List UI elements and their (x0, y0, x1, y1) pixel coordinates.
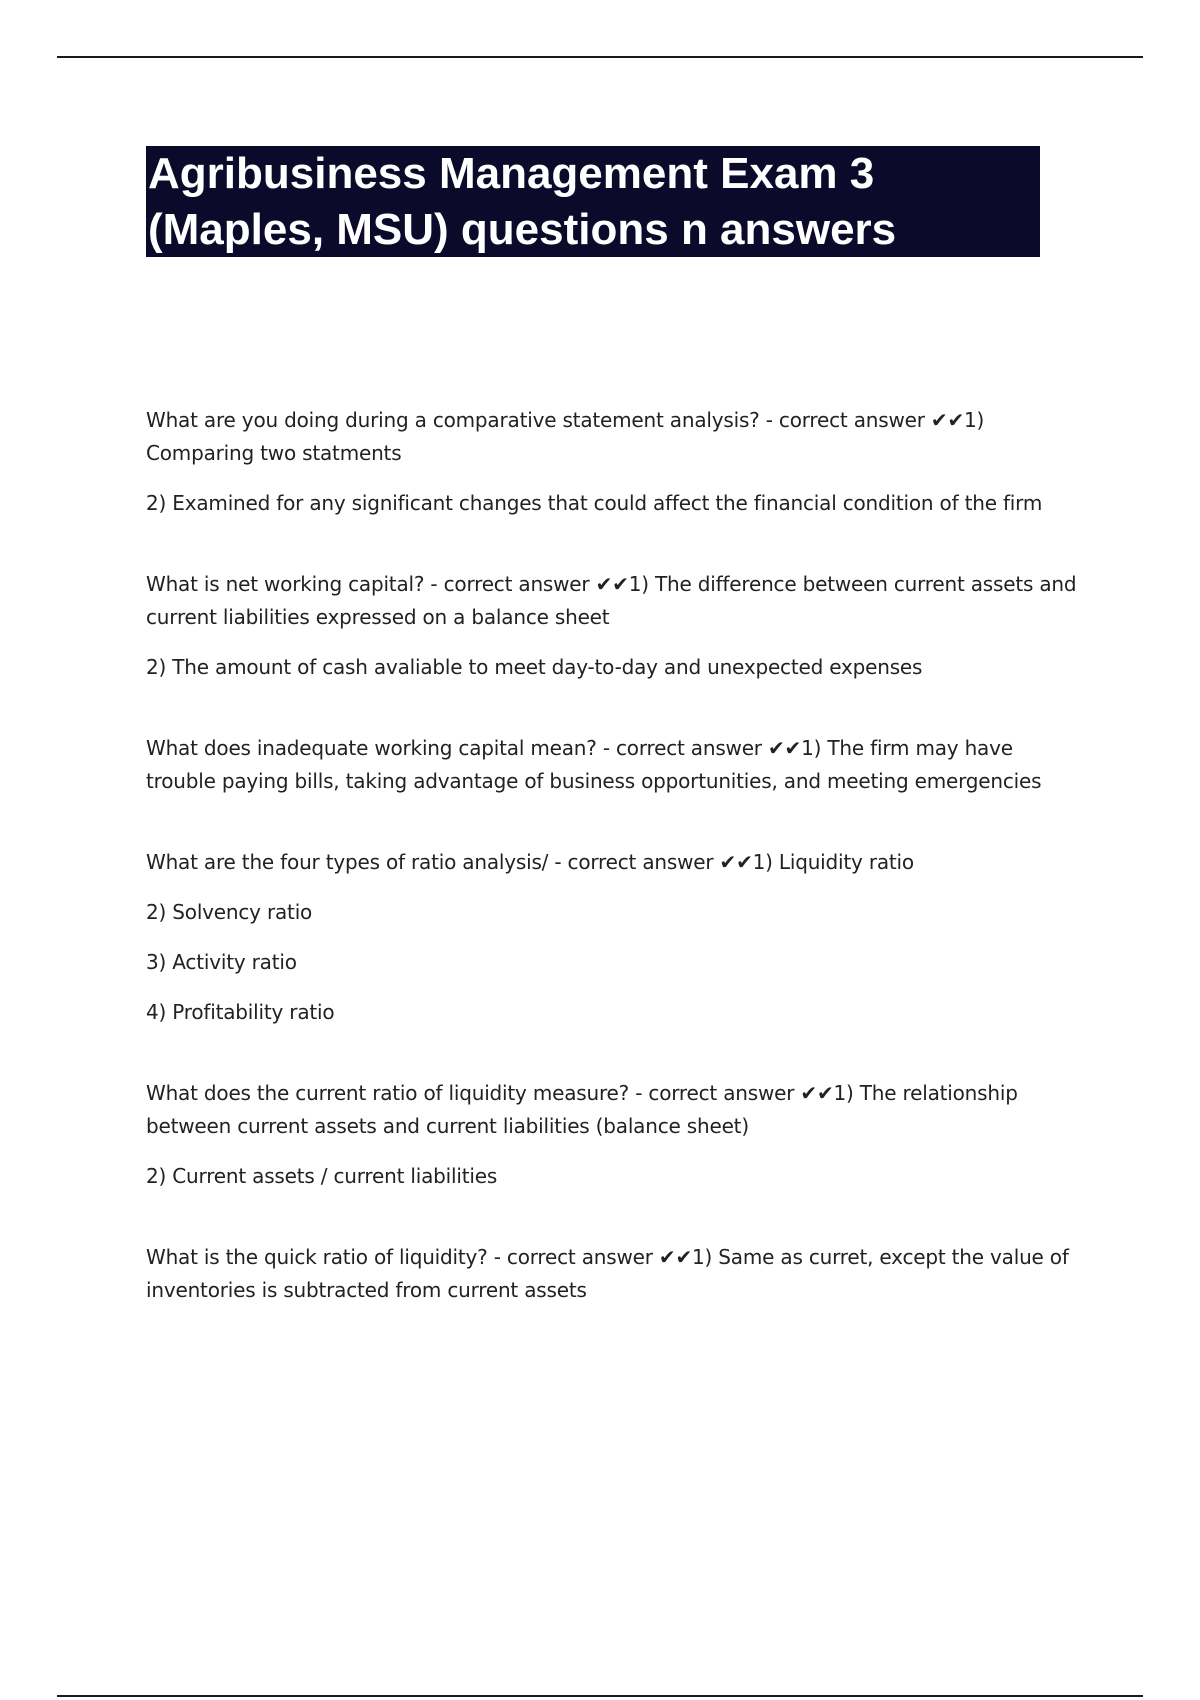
question-text: What are you doing during a comparative statement analysis? - correct answer ✔✔1) Comparing two statments (146, 408, 985, 465)
answer-line: 2) Examined for any significant changes that could affect the financial condition of the firm (146, 491, 1043, 515)
qa-item (146, 404, 1086, 520)
answer-line: 2) Current assets / current liabilities (146, 1164, 498, 1188)
qa-item (146, 846, 1086, 1029)
question-text: What does the current ratio of liquidity measure? - correct answer ✔✔1) The relationship between current assets and current liabilities (balance sheet) (146, 1081, 1018, 1138)
answer-line: 2) Solvency ratio (146, 900, 313, 924)
question-text: What are the four types of ratio analysis/ - correct answer ✔✔1) Liquidity ratio (146, 850, 914, 874)
qa-item (146, 568, 1086, 684)
answer-line: 4) Profitability ratio (146, 1000, 335, 1024)
question-text: What is the quick ratio of liquidity? - correct answer ✔✔1) Same as curret, except the value of inventories is subtracted from current assets (146, 1245, 1069, 1302)
qa-item (146, 1077, 1086, 1193)
title-line-1: Agribusiness Management Exam 3 (148, 149, 875, 198)
qa-list (146, 404, 1086, 1355)
footer-rule (57, 1695, 1143, 1697)
header-rule (57, 56, 1143, 58)
question-text: What does inadequate working capital mean? - correct answer ✔✔1) The firm may have trouble paying bills, taking advantage of business opportunities, and meeting emergencies (146, 736, 1042, 793)
qa-item (146, 732, 1086, 798)
answer-line: 2) The amount of cash avaliable to meet day-to-day and unexpected expenses (146, 655, 923, 679)
document-title (146, 146, 1040, 257)
title-line-2: (Maples, MSU) questions n answers (148, 205, 897, 254)
answer-line: 3) Activity ratio (146, 950, 297, 974)
qa-item (146, 1241, 1086, 1307)
question-text: What is net working capital? - correct answer ✔✔1) The difference between current assets and current liabilities expressed on a balance sheet (146, 572, 1077, 629)
